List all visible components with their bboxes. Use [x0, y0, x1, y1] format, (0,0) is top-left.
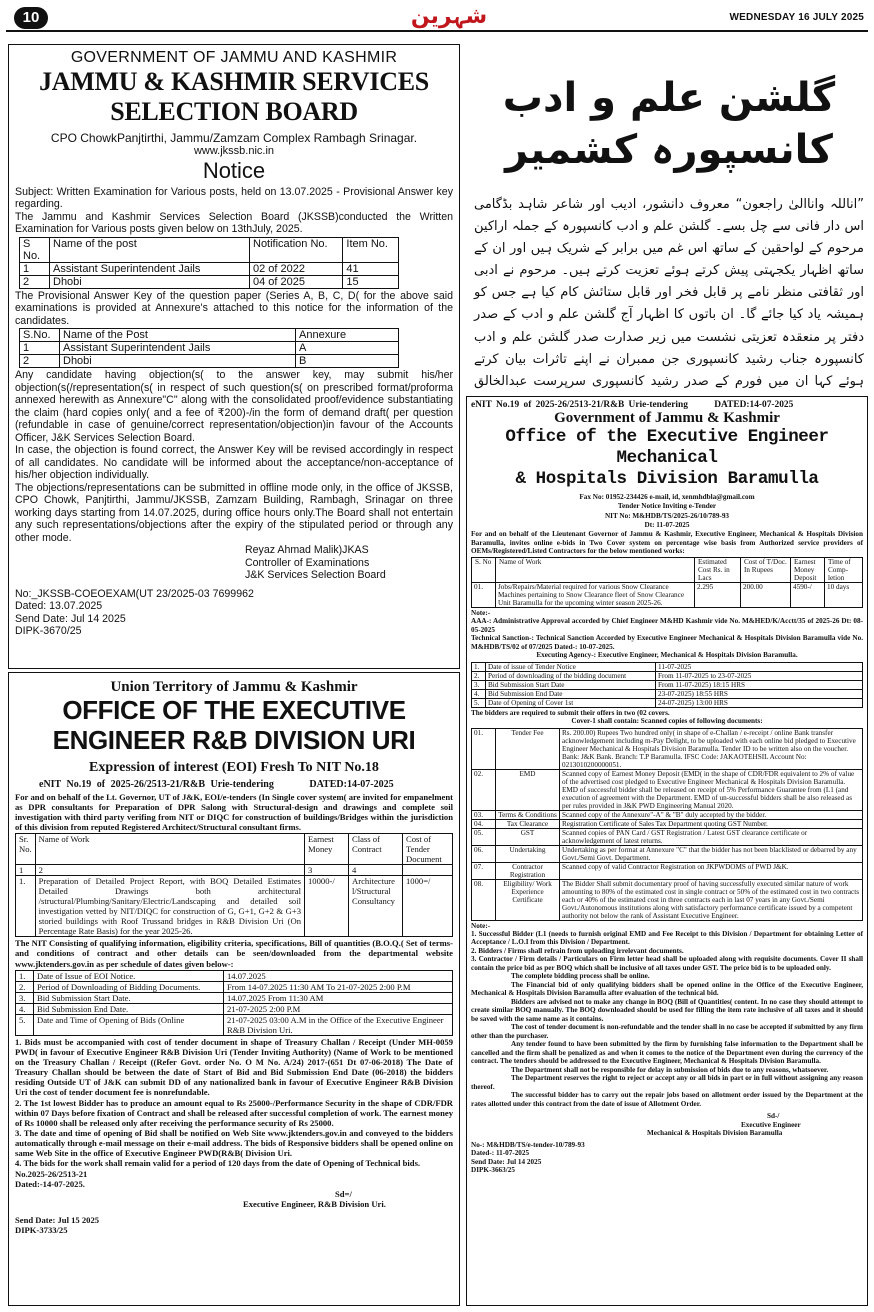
me-dipk-number: DIPK-3663/25 [471, 1166, 515, 1175]
table-cell [403, 865, 453, 876]
me-office-line1: Office of the Executive Engineer Mechanical [505, 427, 829, 468]
table-row [16, 1014, 453, 1035]
table-cell: Eligibility/ Work Experience Certificate [496, 879, 560, 920]
table-cell: 07. [472, 862, 496, 879]
table-header-row [20, 237, 399, 262]
table-cell: 21-07-2025 2:00 P.M [224, 1003, 453, 1014]
table-cell: 01. [472, 728, 496, 769]
table-cell: From 14-07.2025 11:30 AM To 21-07-2025 2:00 P.M [224, 981, 453, 992]
jkssb-posts-table [19, 237, 399, 289]
table-cell: Preparation of Detailed Project Report, with BOQ Detailed Estimates Detailed Drawings both architectural /structural/Plumbing/Sanitary/Electric/Landscaping and detailed soil investigation vetted by NIT/DIQC for construction of G, G+1, G+2 & G+3 storied buildings with Roof Trussand bridges in R&B Division Uri (On Percentage Rate Basis) for the year 2025-26. [35, 876, 304, 937]
table-header: Earnest Money [305, 834, 349, 865]
table-row [16, 865, 453, 876]
table-header: Class of Contract [349, 834, 403, 865]
table-cell: 04 of 2025 [250, 275, 343, 288]
masthead-logo: شہرین [410, 4, 488, 29]
table-row [16, 992, 453, 1003]
me-work-table [471, 557, 863, 608]
table-cell: Terms & Conditions [496, 810, 560, 819]
me-aaa: AAA-: Administrative Approval accorded by Chief Engineer M&HD Kashmir vide No. M&HED/K/Acctt/35 of 2025-26 Dt: 08-05-2025 [471, 617, 863, 634]
table-cell: Scanned copies of PAN Card / GST Registration / Latest GST clearance certificate or acknowledgement of latest returns. [560, 828, 863, 845]
table-cell: 08. [472, 879, 496, 920]
table-cell: 1 [16, 865, 36, 876]
table-cell: 23-07-2025) 18:55 HRS [656, 689, 863, 698]
table-cell: 06. [472, 845, 496, 862]
table-cell: Dhobi [60, 355, 296, 368]
rb-nit-number: eNIT No.19 of 2025-26/2513-21/R&B Urie-tendering [39, 778, 274, 790]
table-cell: 02 of 2022 [250, 262, 343, 275]
jkssb-annexure-table [19, 328, 399, 368]
table-cell: A [296, 342, 399, 355]
rb-signatory: Executive Engineer, R&B Division Uri. [243, 1199, 386, 1210]
table-cell: Bid Submission End Date. [34, 1003, 224, 1014]
table-row [16, 1003, 453, 1014]
table-cell: Bid Submission Start Date. [34, 992, 224, 1003]
issue-date: WEDNESDAY 16 JULY 2025 [729, 12, 864, 23]
rb-office-line1: OFFICE OF THE EXECUTIVE [62, 695, 406, 725]
me-two-covers: The bidders are required to submit their offers in two (02 covers. [471, 708, 670, 717]
table-cell: 1. [16, 970, 34, 981]
me-note: Any tender found to have been submitted by the firm by furnishing false information to the Department shall be cancelled and the firm shall be penalized as and when it comes to the notice of the Department even during the currency of the contract. The tenders should be addressed to the Executive Engineer, Mechanical & Hospitals Division Baramulla. [471, 1040, 863, 1066]
me-cover1: Cover-1 shall contain: Scanned copies of following documents: [571, 717, 763, 726]
rb-reference-number: No.2025-26/2513-21 [15, 1168, 88, 1179]
table-row [472, 828, 863, 845]
table-cell: Dhobi [50, 275, 250, 288]
jkssb-government: GOVERNMENT OF JAMMU AND KASHMIR [70, 49, 398, 66]
page-number: 10 [14, 7, 48, 29]
jkssb-address: CPO ChowkPanjtirthi, Jammu/Zamzam Complex Rambagh Srinagar. [50, 130, 418, 145]
me-executing-agency: Executing Agency-: Executive Engineer, Mechanical & Hospitals Division Baramulla. [536, 651, 798, 660]
table-cell: Architecture l/Structural Consultancy [349, 876, 403, 937]
reference-number: No:_JKSSB-COEOEXAM(UT 23/2025-03 7699962 [15, 587, 254, 600]
table-cell: Bid Submission End Date [486, 689, 656, 698]
me-dates-table [471, 662, 863, 708]
table-cell: 2.295 [695, 582, 741, 607]
table-cell: Tender Fee [496, 728, 560, 769]
table-cell: 3. [16, 992, 34, 1003]
table-cell: 4 [349, 865, 403, 876]
rb-union-territory: Union Territory of Jammu & Kashmir [110, 679, 358, 695]
me-government: Government of Jammu & Kashmir [554, 410, 780, 426]
table-cell: The Bidder Shall submit documentary proof of having successfully executed similar nature of work amounting to 80% of the estimated cost in single contract or 50% of the estimated cost in two contracts each or 40% of the estimated cost in three contracts each in last 07 years in any Govt./Semi Govt./Autonomous institutions along with satisfactory performance certificate issued by a competent authority not below the rank of Assistant Executive Engineer. [560, 879, 863, 920]
table-header: Name of the Post [60, 329, 296, 342]
table-cell: 5. [16, 1014, 34, 1035]
me-documents-table [471, 728, 863, 921]
me-intro: For and on behalf of the Lieutenant Governor of Jammu & Kashmir, Executive Engineer, Mechanical & Hospitals Division Baramulla, invites online e-bids in Two Cover system on percentage wise basis from Authorized service providers of OEMs/Registered/Listed Contractors for the below mentioned works: [471, 530, 863, 556]
table-cell: 4. [16, 1003, 34, 1014]
table-row [472, 689, 863, 698]
me-nit-date: DATED:14-07-2025 [714, 400, 794, 410]
table-row [472, 879, 863, 920]
me-nit-line [471, 400, 863, 410]
me-note: 2. Bidders / Firms shall refrain from uploading irrelevant documents. [471, 946, 684, 955]
table-cell: 14.07.2025 From 11:30 AM [224, 992, 453, 1003]
table-cell: EMD [496, 769, 560, 810]
me-reference-number: No-: M&HDB/TS/e-tender-10/789-93 [471, 1140, 585, 1149]
me-note: The Financial bid of only qualifying bidders shall be opened online in the Office of the Executive Engineer, Mechanical & Hospitals Division Baramulla after evaluation of the technical bid. [471, 980, 863, 998]
rb-nit-line [39, 779, 453, 790]
table-header: Name of the post [50, 237, 250, 262]
rb-condition-4: 4. The bids for the work shall remain valid for a period of 120 days from the date of Opening of Technical bids. [15, 1158, 421, 1169]
table-cell: 2. [472, 671, 486, 680]
table-header-row [472, 557, 863, 582]
table-row [472, 582, 863, 607]
jkssb-board-name-line2: SELECTION BOARD [110, 96, 358, 126]
rb-dates-table [15, 970, 453, 1036]
me-note: The successful bidder has to carry out the repair jobs based on allotment order issued by the Department at the rates allotted under this contract from the date of issue of Allotment Order. [471, 1091, 863, 1108]
dated: Dated: 13.07.2025 [15, 600, 103, 613]
rb-condition-3: 3. The date and time of opening of Bid shall be notified on Web Site www.jktenders.gov.in and conveyed to the bidders automatically through e-mail message on their e-mail address. The bids of Responsive bidders shall be opened online on same Web Site in the office of Executive Engineer PWD(R&B( Division Uri. [15, 1128, 453, 1159]
table-cell: Rs. 200.00) Rupees Two hundred only( in shape of e-Challan / e-receipt / online Bank transfer acknowledgement including m-Pay Delight, to be uploaded with each online bid pledged to Executive Engineer Mechanical & Hospitals Division Baramulla. Tender ID to be written also on the voucher. Bank: J&K Bank. Branch: T.P Baramulla. IFSC Code: JAKAOTEHSIL Account No: 0213010200000051. [560, 728, 863, 769]
table-row [16, 981, 453, 992]
urdu-body: ”اناللہ واناالیٰ راجعون“ معروف دانشور، ادیب اور شاعر شاہد بڈگامی اس دار فانی سے چل بسے۔ گلشن علم و ادب کانسپورہ کے جملہ اراکین مرحوم کے لواحقین کے ساتھ اس غم میں برابر کے شریک ہیں اور ان کے ساتھ اظہار یکجہتی پیش کرتے ہوئے تعزیت کرتے ہیں۔ مرحوم نے ادبی اور ثقافتی منظر نامے پر قابل فخر اور قابل ستائش کام کیا ہے جس کو ہمیشہ یاد کیا جائے گا۔ ان باتوں کا اظہار آج گلشن علم و ادب کے صدر دفتر پر منعقدہ تعزیتی نشست میں زیر صدارت صدر گلشن علم و ادب کانسپورہ جناب رشید کانسپوری جن ممبران نے اپنے تاثرات بیان کرتے ہوئے کہا ان میں فورم کے صدر رشید کانسپوری سرپرست عبدالخالق [474, 197, 864, 389]
urdu-condolence-notice [470, 44, 868, 389]
signatory-name: Reyaz Ahmad Malik)JKAS [245, 544, 369, 557]
jkssb-notice [8, 44, 460, 669]
table-cell: 2 [20, 275, 50, 288]
table-header-row [20, 329, 399, 342]
me-note-label: Note:- [471, 608, 491, 617]
table-cell: Scanned copy of Earnest Money Deposit (EMD( in the shape of CDR/FDR equivalent to 2% of value of the advertised cost pledged to Executive Engineer Mechanical & Hospitals Division Baramulla. EMD of successful bidder shall be released on receipt of 5% Performance Guarantee from (L1 (and execution of agreement with the Department. EMD of un-successful bidders shall be also released as per rules provided in J&K PWD Engineering Manual 2020. [560, 769, 863, 810]
table-header: Time of Comp-letion [825, 557, 863, 582]
table-cell: 10000-/ [305, 876, 349, 937]
table-cell: Date of Opening of Cover 1st [486, 698, 656, 707]
jkssb-website: www.jkssb.nic.in [193, 144, 275, 157]
table-cell: 15 [343, 275, 399, 288]
notice-title: Notice [202, 157, 266, 183]
me-sd: Sd-/ [767, 1112, 780, 1121]
table-row [16, 876, 453, 937]
rb-intro: For and on behalf of the Lt. Governor, UT of J&K, EOI/e-tenders (In Single cover system( are invited for empanelment as DPR consultants for Preparation of DPR Salong with Structural-design and drawings and complete soil investigation with third party verifing from NIT or DIQC for construction of buildings/Bridges within the jurisdiction of this division from reputed Registered Architect/Structural consultant firms. [15, 791, 453, 833]
jkssb-para-submission: The objections/representations can be submitted in offline mode only, in the office of JKSSB, CPO Chowk, Panjtirthi, Jammu/JKSSB, Zamzam Building, Rambagh, Srinagar on three working days starting from 14.07.2025, during office hours only.The Board shall not entertain any such representations/objections after the expiry of the stipulated period or through any other mode. [15, 481, 453, 544]
table-cell: 03. [472, 810, 496, 819]
table-cell: From 11-07-2025) 18:15 HRS [656, 680, 863, 689]
rb-sd: Sd=/ [335, 1188, 352, 1199]
table-header: Item No. [343, 237, 399, 262]
table-cell: Assistant Superintendent Jails [50, 262, 250, 275]
table-row [20, 275, 399, 288]
table-cell: Undertaking as per format at Annexure "C" that the bidder has not been blacklisted or debarred by any Govt./Semi Govt. Department. [560, 845, 863, 862]
me-office-line2: & Hospitals Division Baramulla [515, 469, 819, 489]
me-dt: Dt: 11-07-2025 [644, 521, 690, 530]
me-note2-label: Note:- [471, 921, 491, 930]
table-cell: 200.00 [741, 582, 791, 607]
table-cell: Bid Submission Start Date [486, 680, 656, 689]
rb-condition-2: 2. The 1st lowest Bidder has to produce an amount equal to Rs 25000-/Performance Security in the shape of CDR/FDR within 07 Days before fixation of Contract and shall be released after successful completion of work. The earnest money of Rs 10000 shall be released only after receiving the performance security of Rs 25000. [15, 1097, 453, 1128]
rb-condition-1: 1. Bids must be accompanied with cost of tender document in shape of Treasury Challan / Receipt (Under MH-0059 PWD( in favour of Executive Engineer R&B Division Uri (Tender Inviting Authority) (Name of Work to be mentioned on the Treasury Challan / Receipt ((Refer Govt. order No. O M No. A/24) 2017-(651 Dt 07-06-2018) The Date of Treasury Challan should be between the date of Start of Bid and Bid Submission End Date (06-2018) the bidders residing Outside UT of J&K can submit DD of any nationalized bank in favour of Executive Engineer R&B Division Uri the cost of tender document fee is nonrefundable. [15, 1036, 453, 1098]
table-row [472, 769, 863, 810]
signatory-org: J&K Services Selection Board [245, 569, 386, 582]
table-cell: 3. [472, 680, 486, 689]
me-signatory-title: Executive Engineer [741, 1120, 801, 1129]
table-cell: Date of Issue of EOI Notice. [34, 970, 224, 981]
rb-office-line2: ENGINEER R&B DIVISION URI [52, 724, 416, 755]
me-note: Bidders are advised not to make any change in BOQ (Bill of Quantities( content. In no case they should attempt to create similar BOQ manually. The BOQ downloaded should be used for filling the item rate inclusive of all taxes and it should be saved with the same name as it contains. [471, 997, 863, 1023]
me-note: The Department reserves the right to reject or accept any or all bids in part or in full without assigning any reason thereof. [471, 1074, 863, 1091]
table-cell: 2 [35, 865, 304, 876]
me-nit-number: eNIT No.19 of 2025-26/2513-21/R&B Urie-tendering [471, 400, 688, 410]
table-row [472, 680, 863, 689]
mechanical-hospitals-tender-notice [466, 396, 868, 1306]
table-row [472, 698, 863, 707]
rb-uri-eoi-notice [8, 672, 460, 1306]
rb-nit-date: DATED:14-07-2025 [309, 778, 394, 790]
table-header: Name of Work [35, 834, 304, 865]
table-cell: 14.07.2025 [224, 970, 453, 981]
table-cell: Registration Certificate of Sales Tax Department quoting GST Number. [560, 819, 863, 828]
me-nit-no: NIT No: M&HDB/TS/2025-26/10/789-93 [604, 511, 730, 520]
table-header: Notification No. [250, 237, 343, 262]
me-tender-notice: Tender Notice Inviting e-Tender [617, 502, 717, 511]
jkssb-board-name-line1: JAMMU & KASHMIR SERVICES [39, 67, 429, 96]
table-cell: 02. [472, 769, 496, 810]
table-row [20, 342, 399, 355]
jkssb-para-revision: In case, the objection is found correct, the Answer Key will be revised accordingly in respect of all candidates. No candidate will be informed about the acceptance/non-acceptance of his/her objection individually. [15, 444, 453, 482]
table-cell: 5. [472, 698, 486, 707]
signatory-title: Controller of Examinations [245, 556, 370, 569]
me-note: 3. Contractor / Firm details / Particulars on Firm letter head shall be uploaded along with requisite documents. Cover II shall contain the price bid as per BOQ which shall be inclusive of all taxes under GST. The price bid is to be uploaded only. [471, 955, 863, 972]
table-cell: 1000=/ [403, 876, 453, 937]
table-header: Cost of T/Doc. In Rupees [741, 557, 791, 582]
table-cell: 1 [20, 262, 50, 275]
rb-send-date: Send Date: Jul 15 2025 [15, 1215, 100, 1226]
table-cell: 2. [16, 981, 34, 992]
table-row [20, 262, 399, 275]
table-header: S.No. [20, 329, 60, 342]
me-technical-sanction: Technical Sanction-: Technical Sanction Accorded by Executive Engineer Mechanical & Hospitals Division Baramulla vide No. M&HDB/TS/02 of 07/2025 Dated-: 10-07-2025. [471, 634, 863, 651]
table-cell: Jobs/Repairs/Material required for various Snow Clearance Machines pertaining to Snow Clearance fleet of Snow Clearance Unit Baramulla for the upcoming winter season 2025-26. [496, 582, 695, 607]
page-header [6, 4, 868, 32]
jkssb-para-objection: Any candidate having objection(s( to the answer key, may submit his/her objection(s(/representation(s( in respect of such question(s( on prescribed format/proforma annexed herewith as Annexure"C" along with the consolidated proof/evidence substantiating the claim (hard copies only( and a fee of ₹200)-/in the form of demand draft( per question (refundable in case of genuine/correct representation/objection)in favour of the Accounts Officer, J&K Services Selection Board. [15, 369, 453, 444]
table-cell: Period of Downloading of Bidding Documents. [34, 981, 224, 992]
rb-dated: Dated:-14-07-2025. [15, 1178, 85, 1189]
me-signatory-division: Mechanical & Hospitals Division Baramulla [647, 1129, 783, 1138]
table-header: Annexure [296, 329, 399, 342]
table-cell: Assistant Superintendent Jails [60, 342, 296, 355]
table-row [472, 728, 863, 769]
me-note: 1. Successful Bidder (L1 (needs to furnish original EMD and Fee Receipt to this Division / Department for obtaining Letter of Acceptance / L.O.I from this Division / Department. [471, 930, 863, 947]
table-cell: Date of issue of Tender Notice [486, 662, 656, 671]
table-cell: B [296, 355, 399, 368]
table-row [16, 970, 453, 981]
urdu-title: گلشن علم و ادب کانسپورہ کشمیر [502, 75, 836, 173]
table-cell: 1 [20, 342, 60, 355]
table-cell: Date and Time of Opening of Bids (Online [34, 1014, 224, 1035]
table-cell: Scanned copy of the Annexure"-A" & "B" duly accepted by the bidder. [560, 810, 863, 819]
table-cell: Scanned copy of valid Contractor Registration on JKPWDOMS of PWD J&K. [560, 862, 863, 879]
table-cell: GST [496, 828, 560, 845]
table-cell: 05. [472, 828, 496, 845]
table-cell: 3 [305, 865, 349, 876]
table-header: S No. [20, 237, 50, 262]
table-row [472, 671, 863, 680]
table-cell: 41 [343, 262, 399, 275]
rb-work-table [15, 833, 453, 937]
table-cell: 1. [16, 876, 36, 937]
table-cell: 21-07-2025 03:00 A.M in the Office of the Executive Engineer R&B Division Uri. [224, 1014, 453, 1035]
me-send-date: Send Date: Jul 14 2025 [471, 1157, 542, 1166]
table-row [472, 845, 863, 862]
table-cell: 04. [472, 819, 496, 828]
table-cell: 1. [472, 662, 486, 671]
me-note: The Department shall not be responsible for delay in submission of bids due to any reasons, whatsoever. [511, 1065, 829, 1074]
table-cell: Undertaking [496, 845, 560, 862]
send-date: Send Date: Jul 14 2025 [15, 612, 126, 625]
jkssb-intro: The Jammu and Kashmir Services Selection Board (JKSSB)conducted the Written Examination for Various posts given below on 13thJuly, 2025. [15, 210, 453, 236]
table-cell: 01. [472, 582, 496, 607]
rb-eoi-title: Expression of interest (EOI) Fresh To NIT No.18 [89, 759, 379, 775]
table-header: Cost of Tender Document [403, 834, 453, 865]
table-cell: Period of downloading of the bidding document [486, 671, 656, 680]
jkssb-subject: Subject: Written Examination for Various posts, held on 13.07.2025 - Provisional Answer key regarding. [15, 185, 453, 211]
table-header: Earnest Money Deposit [791, 557, 825, 582]
table-row [472, 810, 863, 819]
me-dated: Dated-: 11-07-2025 [471, 1149, 530, 1158]
table-row [472, 662, 863, 671]
dipk-number: DIPK-3670/25 [15, 625, 82, 638]
table-header: Name of Work [496, 557, 695, 582]
table-row [472, 862, 863, 879]
rb-nit-consisting: The NIT Consisting of qualifying information, eligibility criteria, specifications, Bill of quantities (B.O.Q.( Set of terms- and conditions of contract and other details can be seen/downloaded from the departmental website www.jktenders.gov.in as per schedule of dates given below-: [15, 938, 453, 969]
table-cell: From 11-07-2025 to 23-07-2025 [656, 671, 863, 680]
table-header: S. No [472, 557, 496, 582]
table-cell: 4590-/ [791, 582, 825, 607]
table-cell: 11-07-2025 [656, 662, 863, 671]
table-cell: 24-07-2025) 13:00 HRS [656, 698, 863, 707]
me-note: The complete bidding process shall be online. [511, 972, 650, 981]
jkssb-para-answer-key: The Provisional Answer Key of the question paper (Series A, B, C, D( for the above said examinations is provided at Annexure's attached to this notice for the information of the candidates. [15, 289, 453, 327]
table-header: Sr. No. [16, 834, 36, 865]
me-fax: Fax No: 01952-234426 e-mail, id, xenmhdbla@gmail.com [579, 493, 755, 501]
table-cell: Tax Clearance [496, 819, 560, 828]
table-header-row [16, 834, 453, 865]
me-note: The cost of tender document is non-refundable and the tender shall in no case be accepted if submitted by any firm other than the purchaser. [471, 1023, 863, 1040]
table-cell: Contractor Registration [496, 862, 560, 879]
table-row [20, 355, 399, 368]
table-cell: 2 [20, 355, 60, 368]
table-header: Estimated Cost Rs. in Lacs [695, 557, 741, 582]
table-cell: 4. [472, 689, 486, 698]
table-row [472, 819, 863, 828]
rb-dipk-number: DIPK-3733/25 [15, 1225, 68, 1236]
table-cell: 10 days [825, 582, 863, 607]
